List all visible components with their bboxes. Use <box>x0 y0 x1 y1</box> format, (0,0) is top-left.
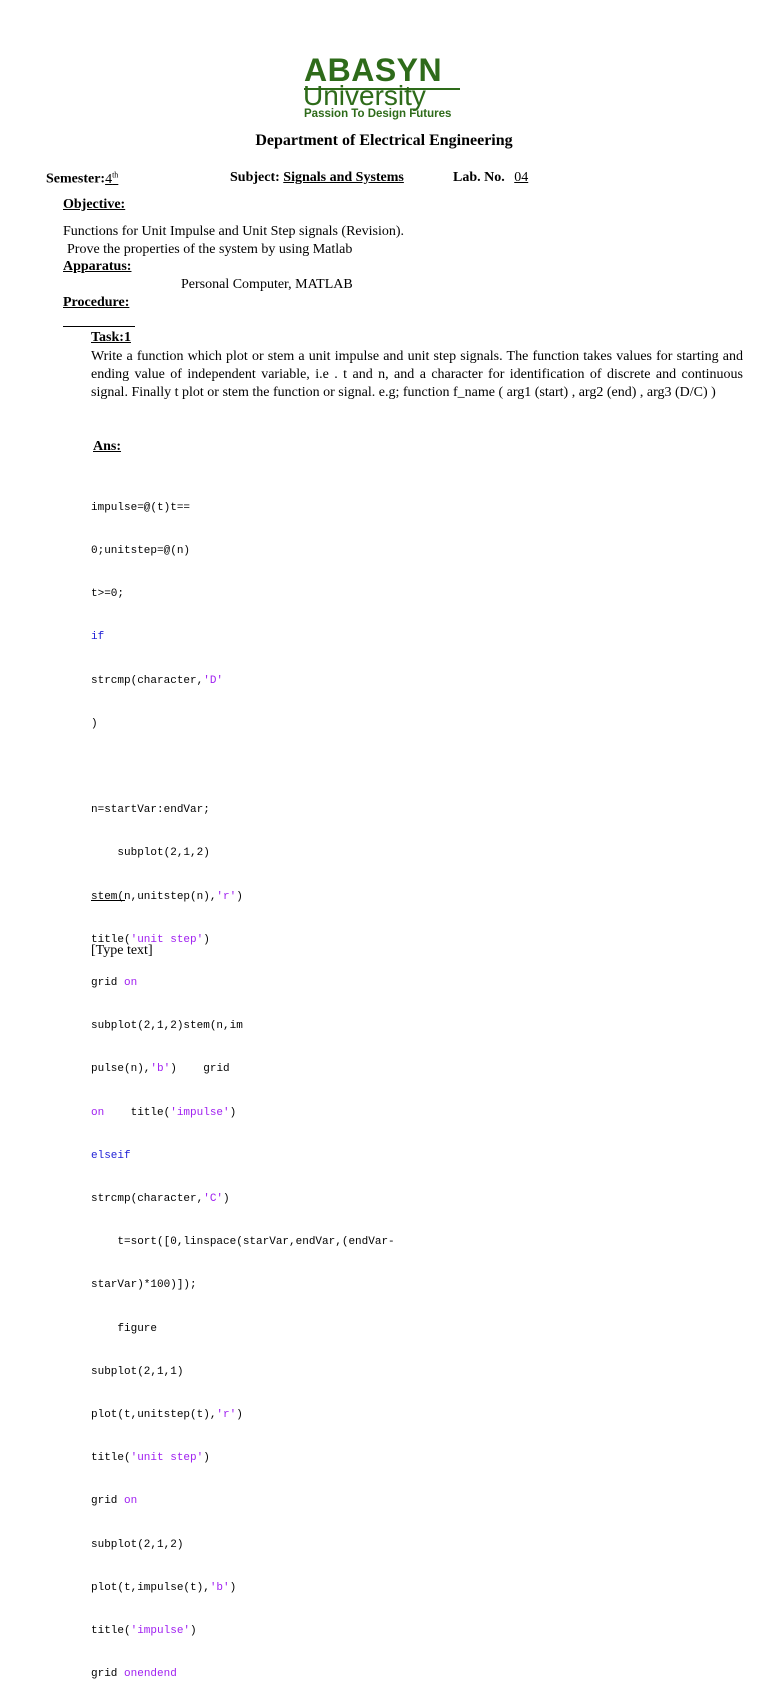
code-line: strcmp(character,'C') <box>91 1193 230 1206</box>
code-line: n=startVar:endVar; <box>91 804 210 817</box>
code-string: 'impulse' <box>170 1106 230 1119</box>
code-keyword: if <box>91 631 105 644</box>
code-line: stem(n,unitstep(n),'r') <box>91 890 243 903</box>
code-string: 'impulse' <box>130 1625 191 1638</box>
subject-field <box>230 170 404 186</box>
code-string: 'b' <box>150 1063 171 1076</box>
code-line: subplot(2,1,2) <box>91 1538 184 1551</box>
answer-heading: Ans: <box>93 439 122 454</box>
lab-field <box>453 170 542 186</box>
code-line: on title('impulse') <box>91 1106 237 1119</box>
code-keyword: onendend <box>124 1668 177 1681</box>
code-string: 'r' <box>216 1409 237 1422</box>
code-line: 0;unitstep=@(n) <box>91 545 191 558</box>
code-string: 'unit step' <box>130 933 204 946</box>
code-line: subplot(2,1,2) <box>91 847 210 860</box>
code-line: starVar)*100)]); <box>91 1279 197 1292</box>
code-line: grid on <box>91 1495 138 1508</box>
code-line-blank <box>91 760 395 774</box>
apparatus-heading: Apparatus: <box>63 259 132 274</box>
code-block <box>91 472 395 1696</box>
task-description: Write a function which plot or stem a unit impulse and unit step signals. The function takes values for starting and ending value of independent variable, i.e . t and n, and a character for identification of discrete and continuous signal. Finally t plot or stem the function or signal. e.g; function f_name ( arg1 (start) , arg2 (end) , arg3 (D/C) ) <box>91 349 743 400</box>
code-keyword: elseif <box>91 1149 131 1162</box>
code-line: title('unit step') <box>91 1452 210 1465</box>
code-line: strcmp(character,'D' <box>91 674 224 687</box>
code-line: impulse=@(t)t== <box>91 501 191 514</box>
department-title: Department of Electrical Engineering <box>255 132 513 149</box>
code-string: 'C' <box>203 1193 224 1206</box>
code-line: subplot(2,1,1) <box>91 1365 184 1378</box>
code-line <box>91 1149 395 1163</box>
code-line: plot(t,unitstep(t),'r') <box>91 1409 243 1422</box>
logo-subtitle: University <box>303 80 426 111</box>
code-string: 'b' <box>209 1581 230 1594</box>
code-line <box>91 630 395 644</box>
code-line: t>=0; <box>91 588 125 601</box>
code-string: 'D' <box>203 674 224 687</box>
logo-tagline: Passion To Design Futures <box>304 108 452 120</box>
subject-label: Subject: <box>230 170 280 185</box>
code-line: figure <box>91 1322 158 1335</box>
semester-value: 4th <box>105 170 119 187</box>
procedure-heading: Procedure: <box>63 295 130 310</box>
code-keyword: on <box>124 1495 138 1508</box>
code-line: ) <box>91 717 98 730</box>
footer-placeholder[interactable]: [Type text] <box>91 943 153 958</box>
code-line: title('impulse') <box>91 1625 197 1638</box>
code-line: subplot(2,1,2)stem(n,im <box>91 1020 243 1033</box>
code-keyword: on <box>91 1106 105 1119</box>
procedure-rule <box>63 326 135 327</box>
apparatus-value: Personal Computer, MATLAB <box>181 277 353 292</box>
subject-value: Signals and Systems <box>283 170 404 185</box>
semester-field <box>46 170 118 188</box>
code-line: grid onendend <box>91 1668 177 1681</box>
task-heading: Task:1 <box>91 330 131 345</box>
lab-value: 04 <box>514 170 529 185</box>
objective-line-2: Prove the properties of the system by using Matlab <box>67 242 353 257</box>
code-line: t=sort([0,linspace(starVar,endVar,(endVar- <box>91 1236 395 1249</box>
semester-label: Semester: <box>46 171 106 187</box>
logo-title: ABASYN <box>304 52 443 88</box>
code-string: 'unit step' <box>130 1452 204 1465</box>
code-line: pulse(n),'b') grid <box>91 1063 230 1076</box>
objective-line-1: Functions for Unit Impulse and Unit Step signals (Revision). <box>63 224 405 239</box>
code-end-rule <box>91 900 125 901</box>
code-keyword: on <box>124 977 138 990</box>
code-line: title('unit step') <box>91 933 210 946</box>
code-string: 'r' <box>216 890 237 903</box>
objective-heading: Objective: <box>63 197 126 212</box>
code-line: plot(t,impulse(t),'b') <box>91 1581 237 1594</box>
lab-label: Lab. No. <box>453 170 505 185</box>
code-line: grid on <box>91 977 138 990</box>
